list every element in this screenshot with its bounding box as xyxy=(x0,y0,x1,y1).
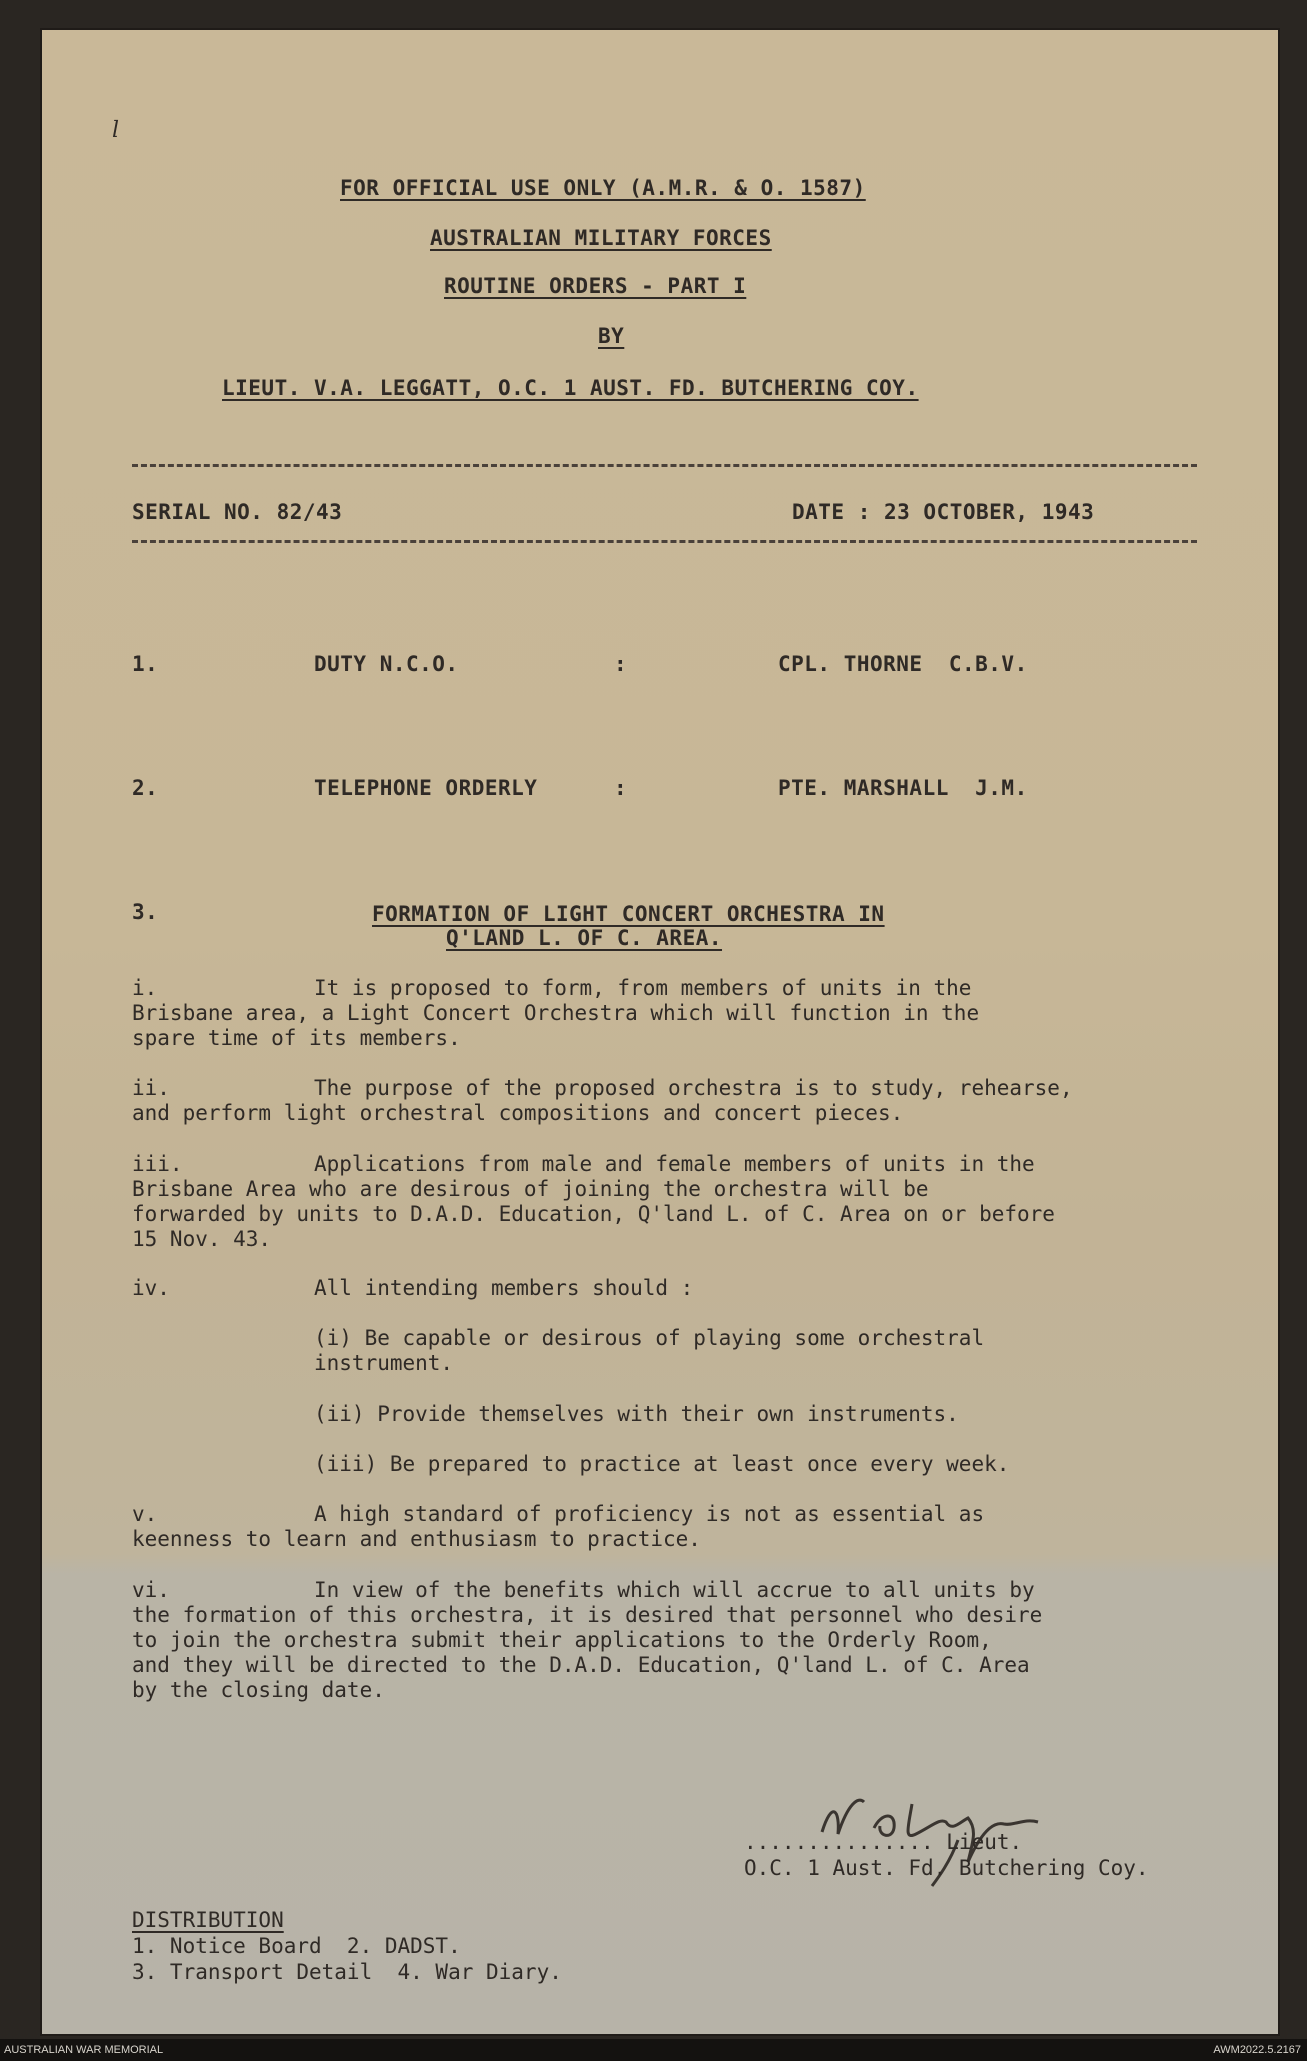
item-1-separator: : xyxy=(614,652,628,676)
signature-line-unit: O.C. 1 Aust. Fd. Butchering Coy. xyxy=(744,1856,1149,1880)
para-v-continuation: keenness to learn and enthusiasm to practice. xyxy=(132,1527,701,1551)
item-2-role: TELEPHONE ORDERLY xyxy=(314,776,538,800)
para-iii-continuation: Brisbane Area who are desirous of joining the orchestra will be forwarded by units to D.A.D. Education, Q'land L. of C. Area on or before 15 Nov. 43. xyxy=(132,1177,1055,1251)
distribution-title: DISTRIBUTION xyxy=(132,1908,284,1932)
para-v-text: A high standard of proficiency is not as essential as xyxy=(314,1502,985,1526)
para-ii-text: The purpose of the proposed orchestra is to study, rehearse, xyxy=(314,1076,1073,1100)
order-date: DATE : 23 OCTOBER, 1943 xyxy=(792,500,1095,524)
para-ii-number: ii. xyxy=(132,1076,170,1100)
signature-line-rank: ............... Lieut. xyxy=(744,1830,1023,1854)
para-iv-sub-iii: (iii) Be prepared to practice at least once every week. xyxy=(314,1452,1010,1476)
para-iv-number: iv. xyxy=(132,1276,170,1300)
item-2-separator: : xyxy=(614,776,628,800)
para-iv-sub-i: (i) Be capable or desirous of playing some orchestral instrument. xyxy=(314,1326,985,1375)
header-issuer: LIEUT. V.A. LEGGATT, O.C. 1 AUST. FD. BUTCHERING COY. xyxy=(222,376,919,400)
para-iv-sub-ii: (ii) Provide themselves with their own instruments. xyxy=(314,1402,959,1426)
archive-name: AUSTRALIAN WAR MEMORIAL xyxy=(4,2044,164,2056)
header-routine-orders: ROUTINE ORDERS - PART I xyxy=(444,274,747,298)
serial-number: SERIAL NO. 82/43 xyxy=(132,500,343,524)
para-i-number: i. xyxy=(132,976,158,1000)
divider-top xyxy=(132,464,1197,467)
para-v-number: v. xyxy=(132,1502,158,1526)
distribution-line-1: 1. Notice Board 2. DADST. xyxy=(132,1934,461,1958)
archive-footer-bar xyxy=(0,2039,1307,2061)
header-by: BY xyxy=(598,324,625,348)
item-1-name: CPL. THORNE C.B.V. xyxy=(778,652,1028,676)
distribution-line-2: 3. Transport Detail 4. War Diary. xyxy=(132,1960,562,1984)
para-iv-text: All intending members should : xyxy=(314,1276,694,1300)
divider-bottom xyxy=(132,540,1197,543)
header-military-forces: AUSTRALIAN MILITARY FORCES xyxy=(430,226,772,250)
para-vi-number: vi. xyxy=(132,1578,170,1602)
para-i-continuation: Brisbane area, a Light Concert Orchestra which will function in the spare time of its members. xyxy=(132,1001,980,1050)
item-1-number: 1. xyxy=(132,652,159,676)
para-i-text: It is proposed to form, from members of units in the xyxy=(314,976,972,1000)
section-3-title-line1: FORMATION OF LIGHT CONCERT ORCHESTRA IN xyxy=(372,902,885,926)
item-1-role: DUTY N.C.O. xyxy=(314,652,459,676)
corner-handwritten-mark: l xyxy=(112,118,120,143)
para-vi-text: In view of the benefits which will accrue to all units by xyxy=(314,1578,1035,1602)
para-vi-continuation: the formation of this orchestra, it is desired that personnel who desire to join the orchestra submit their applications to the Orderly Room, and they will be directed to the D.A.D. Education, Q'land L. of C. Area by the closing date. xyxy=(132,1603,1043,1702)
item-2-number: 2. xyxy=(132,776,159,800)
archive-reference: AWM2022.5.2167 xyxy=(1213,2044,1301,2056)
item-2-name: PTE. MARSHALL J.M. xyxy=(778,776,1028,800)
para-iii-text: Applications from male and female members of units in the xyxy=(314,1152,1035,1176)
section-3-title-line2: Q'LAND L. OF C. AREA. xyxy=(446,926,723,950)
para-ii-continuation: and perform light orchestral compositions and concert pieces. xyxy=(132,1101,904,1125)
section-3-number: 3. xyxy=(132,900,159,924)
header-official-use: FOR OFFICIAL USE ONLY (A.M.R. & O. 1587) xyxy=(340,176,866,200)
para-iii-number: iii. xyxy=(132,1152,183,1176)
